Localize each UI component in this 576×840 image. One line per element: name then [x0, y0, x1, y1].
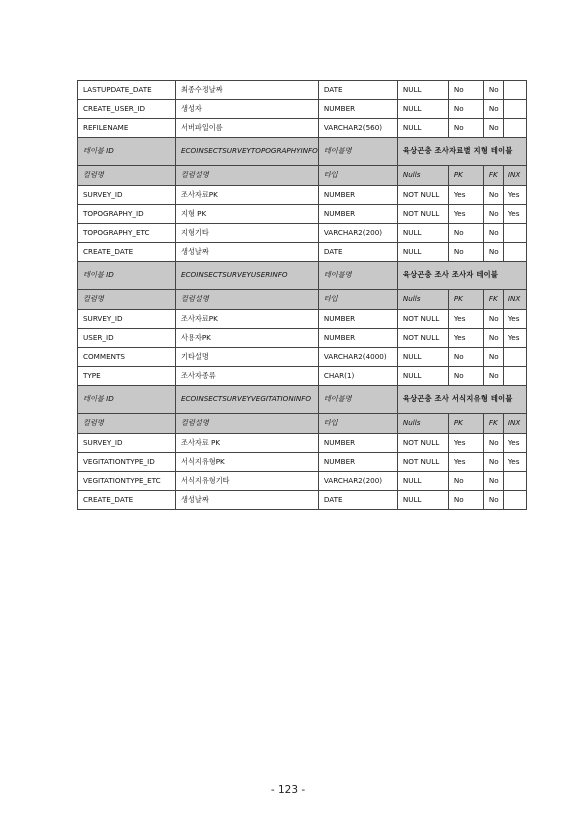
column-header-fk: FK — [483, 166, 503, 186]
column-header-column-name: 컬럼명 — [78, 290, 176, 310]
table-row — [78, 491, 527, 510]
nulls-cell: NULL — [397, 243, 448, 262]
column-header-inx: INX — [503, 414, 526, 434]
table-row — [78, 81, 527, 100]
pk-cell: Yes — [448, 329, 483, 348]
type-cell: DATE — [318, 81, 397, 100]
inx-cell — [503, 367, 526, 386]
column-desc-cell: 조사자료PK — [176, 310, 319, 329]
pk-cell: Yes — [448, 453, 483, 472]
pk-cell: Yes — [448, 434, 483, 453]
inx-cell — [503, 491, 526, 510]
type-cell: NUMBER — [318, 453, 397, 472]
column-header-fk: FK — [483, 414, 503, 434]
fk-cell: No — [483, 81, 503, 100]
table-row — [78, 100, 527, 119]
type-cell: NUMBER — [318, 205, 397, 224]
pk-cell: No — [448, 81, 483, 100]
type-cell: CHAR(1) — [318, 367, 397, 386]
fk-cell: No — [483, 119, 503, 138]
column-desc-cell: 서식지유형기타 — [176, 472, 319, 491]
inx-cell: Yes — [503, 434, 526, 453]
column-header-fk: FK — [483, 290, 503, 310]
table-id-label: 테이블 ID — [78, 386, 176, 414]
nulls-cell: NOT NULL — [397, 329, 448, 348]
column-desc-cell: 서식지유형PK — [176, 453, 319, 472]
column-header-nulls: Nulls — [397, 290, 448, 310]
inx-cell — [503, 119, 526, 138]
table-header-row — [78, 138, 527, 166]
pk-cell: No — [448, 348, 483, 367]
column-header-pk: PK — [448, 166, 483, 186]
fk-cell: No — [483, 205, 503, 224]
column-name-cell: TOPOGRAPHY_ID — [78, 205, 176, 224]
table-row — [78, 224, 527, 243]
type-cell: NUMBER — [318, 329, 397, 348]
type-cell: NUMBER — [318, 186, 397, 205]
column-header-type: 타입 — [318, 290, 397, 310]
inx-cell: Yes — [503, 329, 526, 348]
table-row — [78, 472, 527, 491]
column-header-column-name: 컬럼명 — [78, 414, 176, 434]
nulls-cell: NULL — [397, 491, 448, 510]
type-cell: NUMBER — [318, 100, 397, 119]
column-header-inx: INX — [503, 166, 526, 186]
column-header-inx: INX — [503, 290, 526, 310]
fk-cell: No — [483, 100, 503, 119]
column-name-cell: LASTUPDATE_DATE — [78, 81, 176, 100]
table-id-value: ECOINSECTSURVEYUSERINFO — [176, 262, 319, 290]
column-header-column-desc: 컬럼설명 — [176, 290, 319, 310]
table-id-label: 테이블 ID — [78, 138, 176, 166]
table-row — [78, 367, 527, 386]
table-header-row — [78, 386, 527, 414]
table-name-value: 육상곤충 조사자료별 지형 테이블 — [397, 138, 526, 166]
column-name-cell: VEGITATIONTYPE_ID — [78, 453, 176, 472]
table-row — [78, 434, 527, 453]
column-name-cell: CREATE_USER_ID — [78, 100, 176, 119]
fk-cell: No — [483, 224, 503, 243]
column-desc-cell: 생성날짜 — [176, 243, 319, 262]
column-desc-cell: 생성자 — [176, 100, 319, 119]
table-id-value: ECOINSECTSURVEYVEGITATIONINFO — [176, 386, 319, 414]
fk-cell: No — [483, 491, 503, 510]
fk-cell: No — [483, 348, 503, 367]
pk-cell: No — [448, 100, 483, 119]
table-row — [78, 186, 527, 205]
fk-cell: No — [483, 186, 503, 205]
column-desc-cell: 기타설명 — [176, 348, 319, 367]
type-cell: VARCHAR2(200) — [318, 472, 397, 491]
column-desc-cell: 조사자종류 — [176, 367, 319, 386]
fk-cell: No — [483, 453, 503, 472]
column-header-column-desc: 컬럼설명 — [176, 414, 319, 434]
column-name-cell: TOPOGRAPHY_ETC — [78, 224, 176, 243]
page-number: - 123 - — [270, 784, 306, 796]
nulls-cell: NULL — [397, 224, 448, 243]
inx-cell: Yes — [503, 205, 526, 224]
column-name-cell: SURVEY_ID — [78, 186, 176, 205]
table-row — [78, 205, 527, 224]
nulls-cell: NOT NULL — [397, 205, 448, 224]
fk-cell: No — [483, 434, 503, 453]
nulls-cell: NOT NULL — [397, 186, 448, 205]
pk-cell: No — [448, 224, 483, 243]
schema-table — [77, 80, 527, 510]
column-name-cell: USER_ID — [78, 329, 176, 348]
fk-cell: No — [483, 243, 503, 262]
inx-cell — [503, 100, 526, 119]
column-desc-cell: 생성날짜 — [176, 491, 319, 510]
column-desc-cell: 사용자PK — [176, 329, 319, 348]
pk-cell: Yes — [448, 205, 483, 224]
column-desc-cell: 지형 PK — [176, 205, 319, 224]
column-name-cell: CREATE_DATE — [78, 491, 176, 510]
table-id-value: ECOINSECTSURVEYTOPOGRAPHYINFO — [176, 138, 319, 166]
type-cell: VARCHAR2(560) — [318, 119, 397, 138]
type-cell: NUMBER — [318, 434, 397, 453]
inx-cell: Yes — [503, 453, 526, 472]
column-header-column-desc: 컬럼설명 — [176, 166, 319, 186]
column-desc-cell: 조사자료PK — [176, 186, 319, 205]
column-name-cell: TYPE — [78, 367, 176, 386]
nulls-cell: NOT NULL — [397, 434, 448, 453]
fk-cell: No — [483, 472, 503, 491]
inx-cell — [503, 243, 526, 262]
inx-cell — [503, 472, 526, 491]
table-name-label: 테이블명 — [318, 386, 397, 414]
table-name-value: 육상곤충 조사 서식지유형 테이블 — [397, 386, 526, 414]
table-body — [78, 81, 527, 510]
table-name-label: 테이블명 — [318, 262, 397, 290]
table-row — [78, 453, 527, 472]
pk-cell: No — [448, 472, 483, 491]
column-name-cell: VEGITATIONTYPE_ETC — [78, 472, 176, 491]
fk-cell: No — [483, 310, 503, 329]
type-cell: NUMBER — [318, 310, 397, 329]
pk-cell: Yes — [448, 310, 483, 329]
type-cell: VARCHAR2(4000) — [318, 348, 397, 367]
column-header-pk: PK — [448, 414, 483, 434]
column-header-type: 타입 — [318, 166, 397, 186]
column-desc-cell: 조사자료 PK — [176, 434, 319, 453]
column-header-column-name: 컬럼명 — [78, 166, 176, 186]
nulls-cell: NULL — [397, 100, 448, 119]
type-cell: DATE — [318, 243, 397, 262]
table-name-label: 테이블명 — [318, 138, 397, 166]
type-cell: DATE — [318, 491, 397, 510]
fk-cell: No — [483, 329, 503, 348]
column-header-row — [78, 290, 527, 310]
table-row — [78, 348, 527, 367]
column-header-row — [78, 414, 527, 434]
table-header-row — [78, 262, 527, 290]
table-row — [78, 310, 527, 329]
nulls-cell: NULL — [397, 348, 448, 367]
column-header-row — [78, 166, 527, 186]
pk-cell: No — [448, 119, 483, 138]
type-cell: VARCHAR2(200) — [318, 224, 397, 243]
column-name-cell: REFILENAME — [78, 119, 176, 138]
nulls-cell: NOT NULL — [397, 310, 448, 329]
pk-cell: No — [448, 491, 483, 510]
pk-cell: Yes — [448, 186, 483, 205]
nulls-cell: NULL — [397, 472, 448, 491]
nulls-cell: NULL — [397, 119, 448, 138]
column-name-cell: SURVEY_ID — [78, 434, 176, 453]
column-name-cell: CREATE_DATE — [78, 243, 176, 262]
nulls-cell: NULL — [397, 367, 448, 386]
column-header-nulls: Nulls — [397, 414, 448, 434]
column-name-cell: SURVEY_ID — [78, 310, 176, 329]
inx-cell — [503, 348, 526, 367]
column-desc-cell: 최종수정날짜 — [176, 81, 319, 100]
inx-cell: Yes — [503, 310, 526, 329]
table-row — [78, 119, 527, 138]
nulls-cell: NULL — [397, 81, 448, 100]
inx-cell: Yes — [503, 186, 526, 205]
column-header-type: 타입 — [318, 414, 397, 434]
column-desc-cell: 지형기타 — [176, 224, 319, 243]
nulls-cell: NOT NULL — [397, 453, 448, 472]
column-desc-cell: 서버파일이름 — [176, 119, 319, 138]
table-name-value: 육상곤충 조사 조사자 테이블 — [397, 262, 526, 290]
fk-cell: No — [483, 367, 503, 386]
table-row — [78, 243, 527, 262]
pk-cell: No — [448, 367, 483, 386]
column-name-cell: COMMENTS — [78, 348, 176, 367]
inx-cell — [503, 224, 526, 243]
table-row — [78, 329, 527, 348]
column-header-pk: PK — [448, 290, 483, 310]
inx-cell — [503, 81, 526, 100]
table-id-label: 테이블 ID — [78, 262, 176, 290]
pk-cell: No — [448, 243, 483, 262]
column-header-nulls: Nulls — [397, 166, 448, 186]
